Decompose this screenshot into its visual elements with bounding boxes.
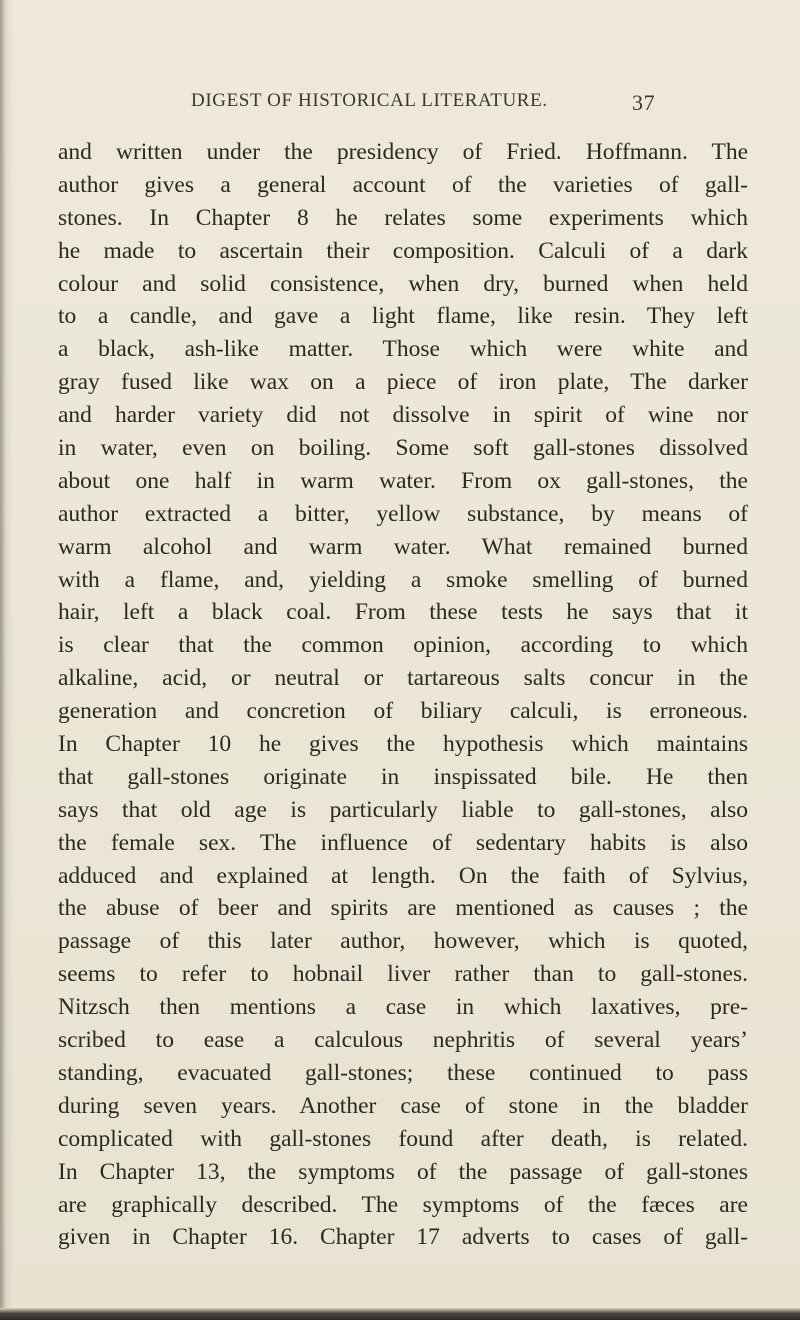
text-line: with a flame, and, yielding a smoke smelling of burned (58, 566, 748, 593)
text-line: is clear that the common opinion, according to which (58, 632, 748, 659)
text-line: in water, even on boiling. Some soft gall-stones dissolved (58, 435, 748, 462)
text-line: complicated with gall-stones found after death, is related. (58, 1125, 748, 1152)
text-line: passage of this later author, however, which is quoted, (58, 928, 748, 955)
text-line: says that old age is particularly liable to gall-stones, also (58, 796, 748, 823)
text-line: and harder variety did not dissolve in spirit of wine nor (58, 402, 748, 429)
running-title: DIGEST OF HISTORICAL LITERATURE. (191, 90, 548, 111)
text-line: given in Chapter 16. Chapter 17 adverts to cases of gall- (58, 1224, 748, 1251)
text-line: alkaline, acid, or neutral or tartareous salts concur in the (58, 665, 748, 692)
page-number: 37 (632, 90, 656, 115)
text-line: the abuse of beer and spirits are mentioned as causes ; the (58, 895, 748, 922)
text-line: a black, ash-like matter. Those which were white and (58, 336, 748, 363)
text-line: to a candle, and gave a light flame, like resin. They left (58, 303, 748, 330)
text-line: hair, left a black coal. From these tests he says that it (58, 599, 748, 626)
text-line: during seven years. Another case of stone in the bladder (58, 1092, 748, 1119)
text-line: and written under the presidency of Fried. Hoffmann. The (58, 139, 748, 165)
text-line: author gives a general account of the varieties of gall- (58, 171, 748, 198)
body-paragraph (58, 136, 748, 1254)
page-gutter-shadow (0, 0, 6, 1320)
running-head (0, 90, 800, 120)
text-line: scribed to ease a calculous nephritis of several years’ (58, 1027, 748, 1054)
text-line: he made to ascertain their composition. Calculi of a dark (58, 237, 748, 264)
text-line: In Chapter 10 he gives the hypothesis which maintains (58, 731, 748, 758)
page-bottom-edge (0, 1308, 800, 1320)
text-line: gray fused like wax on a piece of iron plate, The darker (58, 369, 748, 396)
text-line: that gall-stones originate in inspissated bile. He then (58, 763, 748, 790)
text-line: seems to refer to hobnail liver rather than to gall-stones. (58, 961, 748, 988)
text-line: colour and solid consistence, when dry, burned when held (58, 270, 748, 297)
text-line: author extracted a bitter, yellow substance, by means of (58, 500, 748, 527)
text-line: In Chapter 13, the symptoms of the passage of gall-stones (58, 1158, 748, 1185)
text-line: are graphically described. The symptoms of the fæces are (58, 1191, 748, 1218)
text-line: standing, evacuated gall-stones; these continued to pass (58, 1059, 748, 1086)
text-line: stones. In Chapter 8 he relates some experiments which (58, 204, 748, 231)
text-line: adduced and explained at length. On the faith of Sylvius, (58, 862, 748, 889)
text-line: the female sex. The influence of sedentary habits is also (58, 829, 748, 856)
text-line: Nitzsch then mentions a case in which laxatives, pre- (58, 994, 748, 1021)
text-line: about one half in warm water. From ox gall-stones, the (58, 467, 748, 494)
text-line: generation and concretion of biliary calculi, is erroneous. (58, 698, 748, 725)
text-line: warm alcohol and warm water. What remained burned (58, 533, 748, 560)
